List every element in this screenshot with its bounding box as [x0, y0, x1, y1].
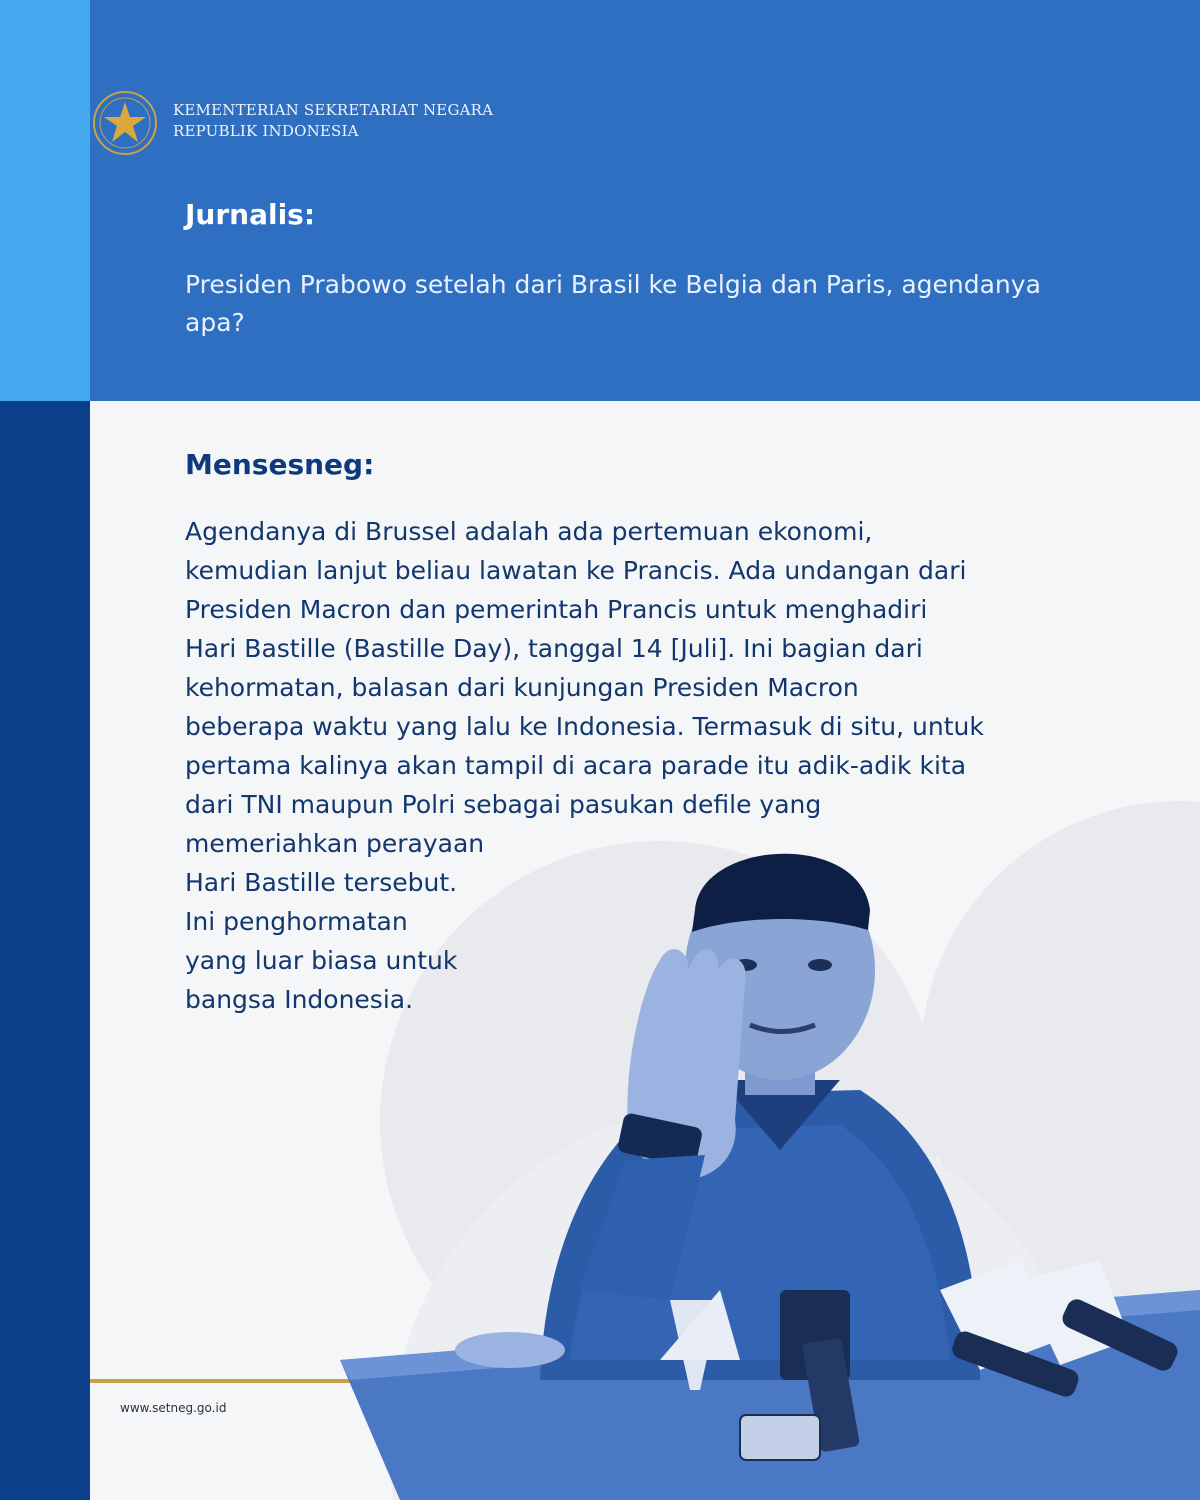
answer-line: Presiden Macron dan pemerintah Prancis untuk menghadiri	[185, 595, 928, 624]
answer-line: Agendanya di Brussel adalah ada pertemuan ekonomi,	[185, 517, 873, 546]
answer-line: beberapa waktu yang lalu ke Indonesia. Termasuk di situ, untuk	[185, 712, 984, 741]
answer-line: yang luar biasa untuk	[185, 946, 458, 975]
star-emblem-icon	[90, 88, 160, 158]
left-accent-strip-light	[0, 0, 90, 401]
answer-line: Hari Bastille (Bastille Day), tanggal 14 [Juli]. Ini bagian dari	[185, 634, 923, 663]
answer-line: pertama kalinya akan tampil di acara parade itu adik-adik kita	[185, 751, 967, 780]
mensesneg-label: Mensesneg:	[185, 448, 375, 481]
org-name-line1: KEMENTERIAN SEKRETARIAT NEGARA	[173, 101, 494, 119]
answer-line: Ini penghormatan	[185, 907, 408, 936]
answer-line: kehormatan, balasan dari kunjungan Presiden Macron	[185, 673, 859, 702]
answer-line: dari TNI maupun Polri sebagai pasukan defile yang	[185, 790, 822, 819]
organization-name	[173, 100, 493, 142]
mensesneg-answer	[185, 512, 1105, 1019]
answer-line: Hari Bastille tersebut.	[185, 868, 458, 897]
org-name-line2: REPUBLIK INDONESIA	[173, 122, 359, 140]
answer-line: kemudian lanjut beliau lawatan ke Prancis. Ada undangan dari	[185, 556, 967, 585]
answer-line: bangsa Indonesia.	[185, 985, 414, 1014]
jurnalis-label: Jurnalis:	[185, 198, 316, 231]
footer-url: www.setneg.go.id	[120, 1401, 227, 1415]
left-accent-strip-dark	[0, 401, 90, 1500]
jurnalis-question: Presiden Prabowo setelah dari Brasil ke Belgia dan Paris, agendanya apa?	[185, 270, 1041, 337]
answer-line: memeriahkan perayaan	[185, 829, 485, 858]
